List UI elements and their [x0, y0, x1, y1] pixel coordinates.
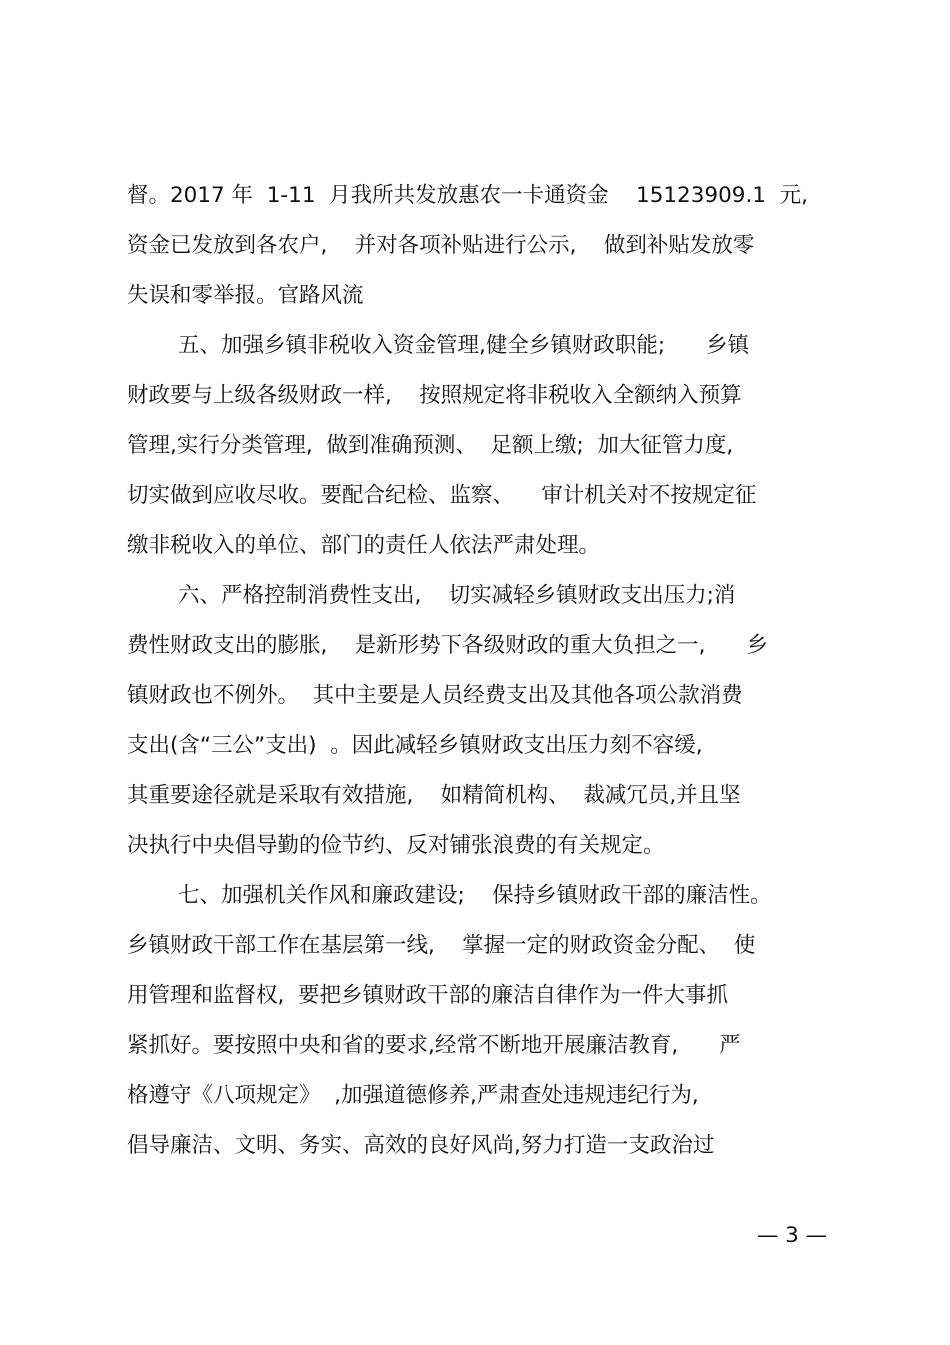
text-line: 格遵守《八项规定》 ,加强道德修养,严肃查处违规违纪行为, [127, 1083, 699, 1108]
text-line: 决执行中央倡导勤的俭节约、反对铺张浪费的有关规定。 [127, 833, 665, 858]
text-line: 缴非税收入的单位、部门的责任人依法严肃处理。 [127, 533, 601, 558]
text-line: 切实做到应收尽收。要配合纪检、监察、 审计机关对不按规定征 [127, 483, 757, 508]
text-line: 费性财政支出的膨胀, 是新形势下各级财政的重大负担之一, 乡 [127, 633, 769, 658]
text-line: 用管理和监督权, 要把乡镇财政干部的廉洁自律作为一件大事抓 [127, 983, 729, 1008]
text-line: 倡导廉洁、文明、务实、高效的良好风尚,努力打造一支政治过 [127, 1133, 715, 1158]
text-line: 紧抓好。要按照中央和省的要求,经常不断地开展廉洁教育, 严 [127, 1033, 741, 1058]
text-line: 财政要与上级各级财政一样, 按照规定将非税收入全额纳入预算 [127, 383, 742, 408]
page-number: — 3 — [756, 1223, 828, 1248]
text-line: 五、加强乡镇非税收入资金管理,健全乡镇财政职能; 乡镇 [178, 333, 750, 358]
text-line: 管理,实行分类管理, 做到准确预测、 足额上缴; 加大征管力度, [127, 433, 734, 458]
text-line: 镇财政也不例外。 其中主要是人员经费支出及其他各项公款消费 [127, 683, 743, 708]
text-line: 资金已发放到各农户, 并对各项补贴进行公示, 做到补贴发放零 [127, 233, 755, 258]
text-line: 支出(含“三公”支出) 。因此减轻乡镇财政支出压力刻不容缓, [127, 733, 703, 758]
text-line: 七、加强机关作风和廉政建设; 保持乡镇财政干部的廉洁性。 [178, 883, 772, 908]
text-line: 其重要途径就是采取有效措施, 如精简机构、 裁减冗员,并且坚 [127, 783, 741, 808]
text-line: 六、严格控制消费性支出, 切实减轻乡镇财政支出压力;消 [178, 583, 736, 608]
text-line: 乡镇财政干部工作在基层第一线, 掌握一定的财政资金分配、 使 [127, 933, 756, 958]
text-line: 督。2017 年 1-11 月我所共发放惠农一卡通资金 15123909.1 元, [127, 183, 808, 208]
text-line: 失误和零举报。官路风流 [127, 283, 364, 308]
